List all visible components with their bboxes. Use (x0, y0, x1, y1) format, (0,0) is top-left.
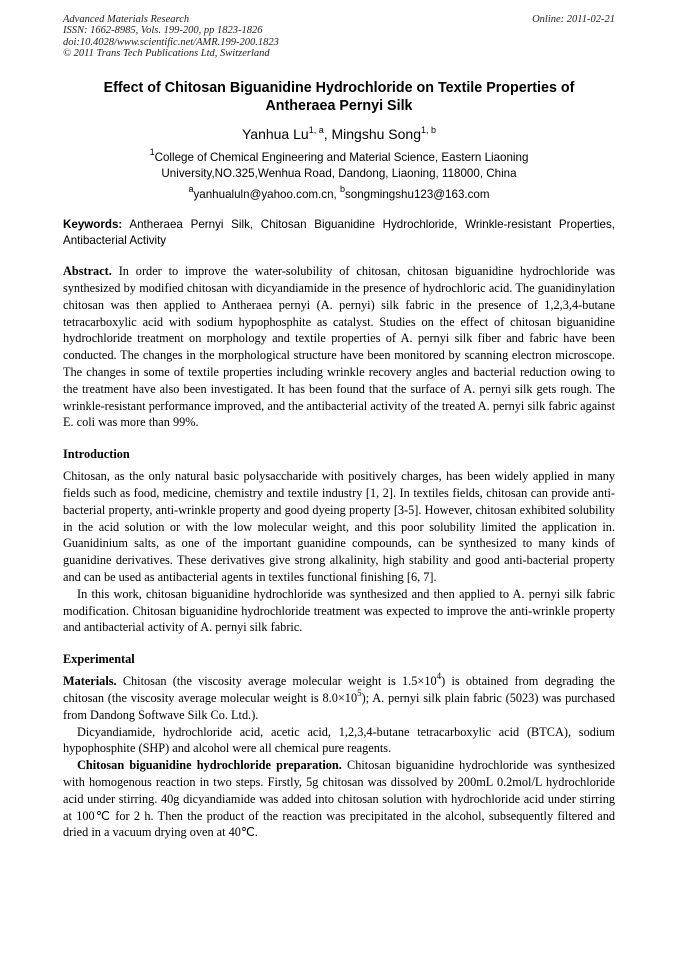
author-2-affil: 1, b (421, 125, 437, 136)
keywords-text: Antheraea Pernyi Silk, Chitosan Biguanidine Hydrochloride, Wrinkle-resistant Properties, Antibacterial Activity (63, 218, 615, 247)
materials-paragraph (63, 673, 615, 723)
keywords (63, 217, 615, 248)
affiliation-line-1: College of Chemical Engineering and Material Science, Eastern Liaoning (154, 151, 529, 165)
materials-text-3: ); A. pernyi silk plain fabric (5023) was purchased from Dandong Softwave Silk Co. Ltd.). (63, 690, 615, 722)
author-1-affil: 1, a (308, 125, 324, 136)
email-separator: , (333, 188, 340, 202)
issn: ISSN: 1662-8985, Vols. 199-200, pp 1823-1826 (63, 25, 263, 37)
paper-page (63, 14, 615, 841)
author-1: Yanhua Lu (241, 126, 309, 143)
abstract-text: In order to improve the water-solubility of chitosan, chitosan biguanidine hydrochloride was synthesized by modified chitosan with dicyandiamide in the presence of hydrochloric acid. The guanidinylation chitosan was then applied to Antheraea pernyi (A. pernyi) silk fabric in the presence of 1,2,3,4-butane tetracarboxylic acid with sodium hypophosphite as catalyst. Studies on the effect of chitosan biguanidine hydrochloride treatment on morphology and textile properties of A. pernyi silk fiber and fabric have been conducted. The changes in the morphological structure have been monitored by scanning electron microscope. The changes in some of textile properties including wrinkle recovery angles and bacterial reduction owing to the treatment have also been investigated. It has been found that the surface of A. pernyi silk gets rough. The wrinkle-resistant performance improved, and the antibacterial activity of the treated A. pernyi silk fabric against E. coli was more than 99%. (63, 264, 615, 430)
introduction-paragraph-2: In this work, chitosan biguanidine hydrochloride was synthesized and then applied to A. pernyi silk fabric modification. Chitosan biguanidine hydrochloride treatment was expected to improve the anti-wrinkle property and antibacterial activity of A. pernyi silk fabric. (63, 586, 615, 635)
affiliation (63, 147, 615, 182)
experimental-heading: Experimental (63, 652, 135, 667)
reagents-paragraph: Dicyandiamide, hydrochloride acid, acetic acid, 1,2,3,4-butane tetracarboxylic acid (BTCA), sodium hypophosphite (SHP) and alcohol were all chemical pure reagents. (63, 724, 615, 756)
paper-title (63, 79, 615, 115)
introduction-body (63, 468, 615, 636)
materials-text-1: Chitosan (the viscosity average molecular weight is 1.5×10 (116, 674, 437, 689)
materials-exponent-2: 5 (357, 687, 362, 698)
emails (63, 184, 615, 202)
email-a-marker: a (188, 184, 194, 195)
introduction-heading: Introduction (63, 447, 130, 462)
affiliation-line-2: University,NO.325,Wenhua Road, Dandong, Liaoning, 118000, China (161, 167, 517, 181)
doi: doi:10.4028/www.scientific.net/AMR.199-200.1823 (63, 36, 279, 48)
title-line-1: Effect of Chitosan Biguanidine Hydrochloride on Textile Properties of (103, 80, 575, 97)
authors (63, 126, 615, 142)
materials-exponent-1: 4 (436, 671, 442, 682)
email-a: yanhualuln@yahoo.com.cn (193, 188, 334, 202)
journal-name: Advanced Materials Research (63, 14, 190, 25)
preparation-paragraph (63, 757, 615, 841)
online-date: Online: 2011-02-21 (532, 14, 615, 25)
materials-label: Materials. (63, 674, 117, 689)
materials-text-2: ) is obtained from degrading the chitosan (the viscosity average molecular weight is 8.0×10 (63, 674, 615, 705)
author-separator: , (323, 126, 332, 143)
keywords-label: Keywords: (63, 218, 123, 232)
copyright: © 2011 Trans Tech Publications Ltd, Switzerland (63, 47, 270, 59)
abstract-label: Abstract. (63, 264, 112, 279)
title-line-2: Antheraea Pernyi Silk (265, 98, 413, 115)
preparation-label: Chitosan biguanidine hydrochloride preparation. (77, 758, 342, 773)
preparation-text: Chitosan biguanidine hydrochloride was synthesized with homogenous reaction in two steps. Firstly, 5g chitosan was dissolved by 200mL 0.2mol/L hydrochloride acid under stirring. 40g dicyandiamide was added into chitosan solution with hydrochloride acid under stirring at 100℃ for 2 h. Then the product of the reaction was precipitated in the alcohol, subsequently filtered and dried in a vacuum drying oven at 40℃. (63, 758, 615, 840)
email-b-marker: b (339, 184, 345, 195)
journal-header (63, 14, 615, 59)
affiliation-marker: 1 (149, 147, 155, 158)
author-2: Mingshu Song (331, 126, 421, 143)
introduction-paragraph-1: Chitosan, as the only natural basic polysaccharide with positively charges, has been widely applied in many fields such as food, medicine, chemistry and textile industry [1, 2]. In textiles fields, chitosan can provide anti-bacterial property, anti-wrinkle property and good dyeing property [3-5]. However, chitosan exhibited solubility in the acid solution or with the low molecular weight, and this poor solubility limited the application in. Guanidinium salts, as one of the important guanidine compounds, can be synthesized to many kinds of guanidine derivatives. These derivatives give strong alkalinity, high stability and good anti-bacterial property and can be used as antibacterial agents in textiles functional finishing [6, 7]. (63, 469, 615, 584)
abstract (63, 263, 615, 431)
email-b: songmingshu123@163.com (344, 188, 490, 202)
experimental-body (63, 673, 615, 841)
